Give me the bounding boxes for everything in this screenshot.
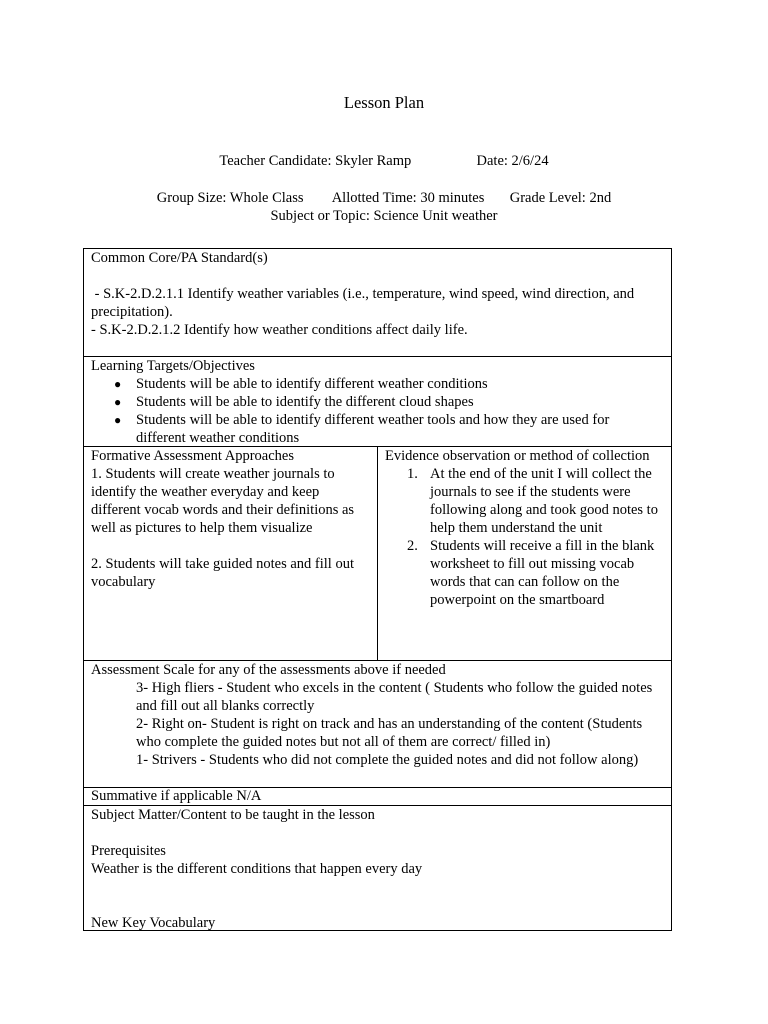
standards-heading: Common Core/PA Standard(s) bbox=[91, 250, 268, 266]
evidence-item-number: 1. bbox=[407, 466, 418, 482]
evidence-item-number: 2. bbox=[407, 538, 418, 554]
objective-item: ● Students will be able to identify different weather conditions bbox=[136, 375, 664, 393]
summative-text: Summative if applicable N/A bbox=[91, 788, 262, 804]
standard-item: - S.K-2.D.2.1.2 Identify how weather conditions affect daily life. bbox=[91, 322, 468, 338]
summative-content bbox=[84, 787, 671, 805]
formative-item: 1. Students will create weather journals to identify the weather everyday and keep different vocab words and their definitions as well as pictures to help them visualize bbox=[91, 466, 355, 536]
scale-item: 2- Right on- Student is right on track and has an understanding of the content (Students who complete the guided notes but not all of them are correct/ filled in) bbox=[136, 716, 643, 750]
formative-item: 2. Students will take guided notes and fill out vocabulary bbox=[91, 556, 354, 590]
page-title: Lesson Plan bbox=[343, 93, 425, 112]
subject-topic-line: Subject or Topic: Science Unit weather bbox=[270, 208, 498, 224]
formative-heading: Formative Assessment Approaches bbox=[91, 448, 294, 464]
assessment-scale-heading: Assessment Scale for any of the assessments above if needed bbox=[91, 662, 446, 678]
objectives-list bbox=[91, 375, 664, 447]
evidence-heading: Evidence observation or method of collection bbox=[385, 448, 650, 464]
subject-matter-heading: Subject Matter/Content to be taught in the lesson bbox=[91, 807, 375, 823]
objective-item: ● Students will be able to identify different weather tools and how they are used for different weather conditions bbox=[136, 411, 636, 447]
evidence-list bbox=[385, 465, 664, 609]
objectives-content bbox=[84, 357, 671, 447]
group-time-grade-line: Group Size: Whole Class Allotted Time: 30 minutes Grade Level: 2nd bbox=[156, 190, 612, 206]
formative-content bbox=[84, 447, 377, 591]
assessment-scale-content bbox=[84, 661, 671, 769]
evidence-item bbox=[407, 465, 664, 537]
subject-matter-content bbox=[84, 806, 671, 932]
evidence-item-text: Students will receive a fill in the blank worksheet to fill out missing vocab words that can can follow on the powerpoint on the smartboard bbox=[430, 538, 655, 608]
standards-content bbox=[84, 249, 671, 339]
teacher-date-line: Teacher Candidate: Skyler Ramp Date: 2/6/24 bbox=[219, 153, 549, 169]
evidence-content bbox=[378, 447, 671, 609]
objective-item: ● Students will be able to identify the different cloud shapes bbox=[136, 393, 664, 411]
evidence-item-text: At the end of the unit I will collect the journals to see if the students were following along and took good notes to help them understand the unit bbox=[430, 466, 658, 536]
scale-item: 1- Strivers - Students who did not complete the guided notes and did not follow along) bbox=[136, 752, 639, 768]
evidence-item bbox=[407, 537, 664, 609]
standard-item: - S.K-2.D.2.1.1 Identify weather variables (i.e., temperature, wind speed, wind direction, and precipitation). bbox=[91, 286, 638, 320]
objectives-heading: Learning Targets/Objectives bbox=[91, 358, 255, 374]
scale-item: 3- High fliers - Student who excels in the content ( Students who follow the guided notes and fill out all blanks correctly bbox=[136, 680, 653, 714]
prerequisites-text: Weather is the different conditions that happen every day bbox=[91, 861, 423, 877]
prerequisites-label: Prerequisites bbox=[91, 843, 166, 859]
vocabulary-label: New Key Vocabulary bbox=[91, 915, 216, 931]
